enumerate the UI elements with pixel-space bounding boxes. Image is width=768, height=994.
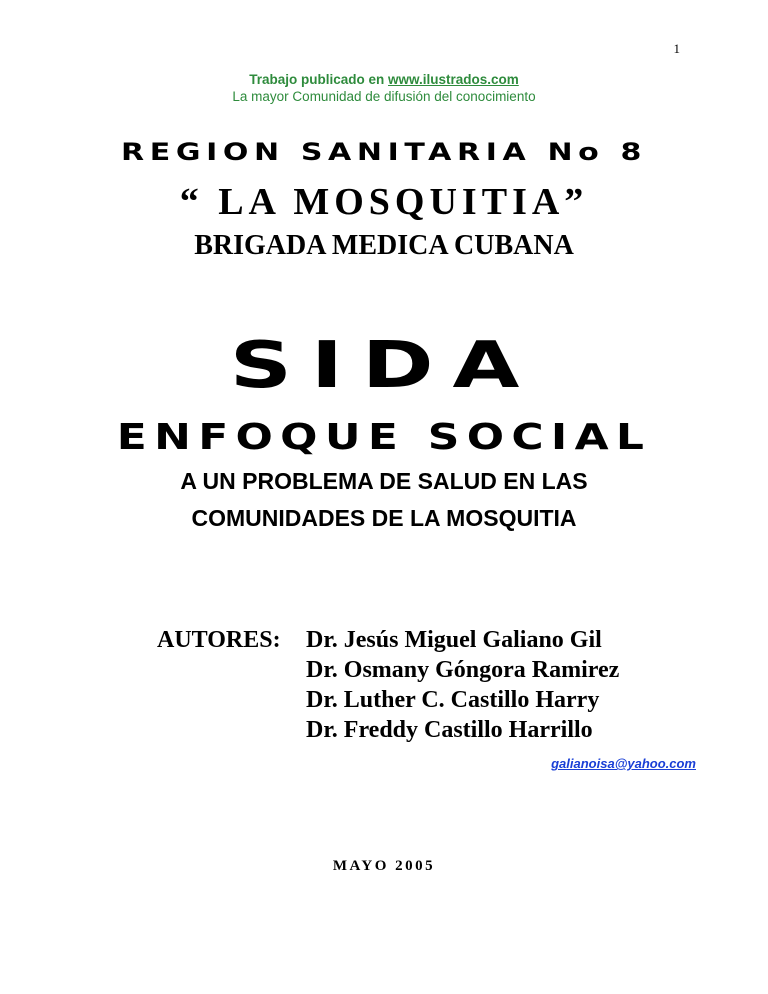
enfoque-title: ENFOQUE SOCIAL (116, 417, 652, 458)
published-prefix: Trabajo publicado en (249, 72, 388, 87)
community-tagline: La mayor Comunidad de difusión del conocimiento (232, 89, 536, 104)
published-notice (0, 73, 768, 87)
region-title: REGION SANITARIA No 8 (121, 138, 647, 166)
subtitle-line-1: A UN PROBLEMA DE SALUD EN LAS (180, 468, 588, 494)
author-name: Dr. Freddy Castillo Harrillo (306, 717, 593, 743)
sida-title: SIDA (229, 329, 539, 403)
brigada-title: BRIGADA MEDICA CUBANA (194, 230, 574, 261)
ilustrados-link[interactable]: www.ilustrados.com (388, 72, 519, 87)
authors-block (157, 625, 619, 745)
email-link[interactable]: galianoisa@yahoo.com (551, 756, 696, 771)
author-name: Dr. Jesús Miguel Galiano Gil (306, 627, 602, 653)
author-row (157, 625, 619, 655)
author-row (157, 655, 619, 685)
subtitle-line-2: COMUNIDADES DE LA MOSQUITIA (191, 505, 577, 531)
author-name: Dr. Osmany Góngora Ramirez (306, 657, 620, 683)
author-row (157, 715, 619, 745)
author-row (157, 685, 619, 715)
page-number: 1 (673, 41, 680, 56)
author-name: Dr. Luther C. Castillo Harry (306, 687, 600, 713)
mosquitia-title: “ LA MOSQUITIA” (179, 181, 589, 223)
publication-date: MAYO 2005 (332, 858, 436, 874)
authors-label: AUTORES: (157, 627, 281, 653)
